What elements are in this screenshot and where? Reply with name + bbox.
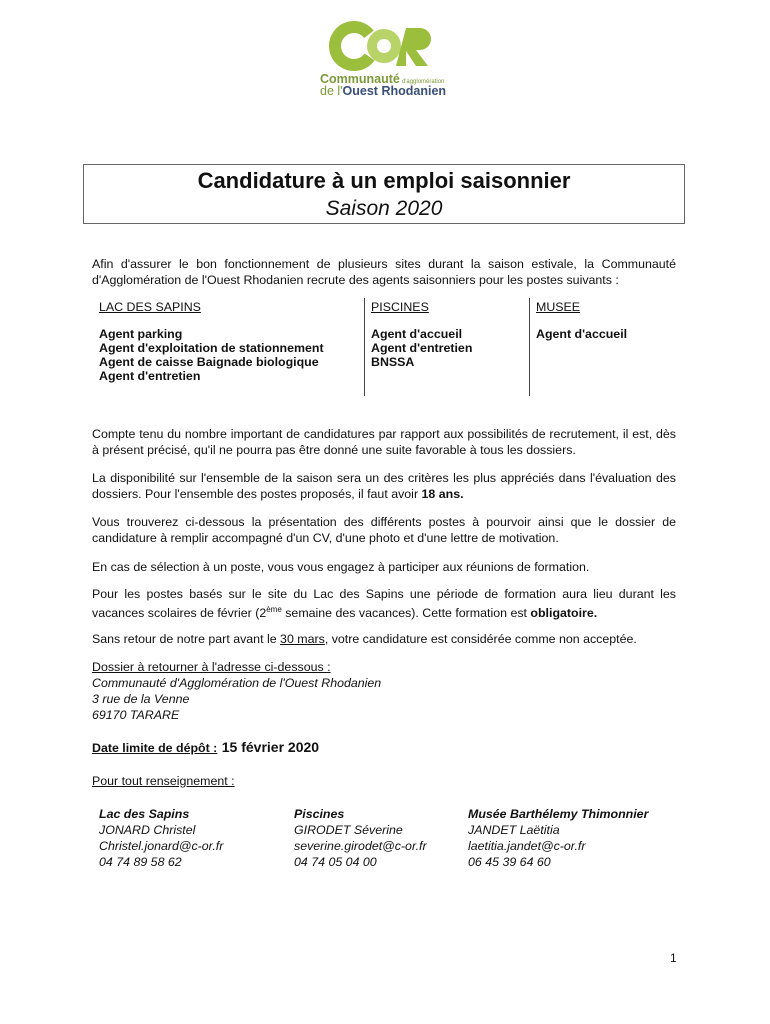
page-subtitle: Saison 2020 (325, 197, 443, 220)
column-divider (364, 298, 365, 396)
info-heading: Pour tout renseignement : (92, 774, 235, 788)
page-title: Candidature à un emploi saisonnier (197, 168, 571, 193)
post-list-musee (536, 327, 627, 341)
deadline-label: Date limite de dépôt : (92, 741, 218, 755)
list-item: Agent d'accueil (371, 327, 463, 341)
email-link[interactable]: Christel.jonard@c-or.fr (99, 839, 224, 853)
logo-text-line1: Communauté d'agglomération (320, 72, 445, 86)
contact-musee: Musée Barthélemy Thimonnier JANDET Laëtitia laetitia.jandet@c-or.fr 06 45 39 64 60 (468, 807, 649, 869)
column-divider (529, 298, 530, 396)
address-line: 3 rue de la Venne (92, 692, 190, 706)
list-item: Agent d'accueil (536, 327, 628, 341)
address-block (92, 659, 676, 723)
site-heading-lac: LAC DES SAPINS (99, 300, 201, 314)
post-list-lac (99, 327, 324, 383)
paragraph-retour: Sans retour de notre part avant le 30 mars, votre candidature est considérée comme non acceptée. (92, 632, 637, 646)
list-item: BNSSA (371, 355, 415, 369)
address-heading: Dossier à retourner à l'adresse ci-dessous : (92, 660, 331, 674)
email-link[interactable]: severine.girodet@c-or.fr (294, 839, 427, 853)
contact-lac: Lac des Sapins JONARD Christel Christel.jonard@c-or.fr 04 74 89 58 62 (99, 807, 224, 869)
list-item: Agent d'entretien (371, 341, 473, 355)
address-line: Communauté d'Agglomération de l'Ouest Rhodanien (92, 676, 382, 690)
paragraph-lac-formation: Pour les postes basés sur le site du Lac des Sapins une période de formation aura lieu durant les vacances scolaires de février (2ème semaine des vacances). Cette formation est obligatoire. (92, 587, 676, 621)
page-number: 1 (670, 951, 677, 965)
list-item: Agent d'entretien (99, 369, 201, 383)
list-item: Agent de caisse Baignade biologique (99, 355, 319, 369)
paragraph-formation: En cas de sélection à un poste, vous vous engagez à participer aux réunions de formation. (92, 560, 590, 574)
site-heading-musee: MUSEE (536, 300, 581, 314)
paragraph-candidatures: Compte tenu du nombre important de candidatures par rapport aux possibilités de recrutement, il est, dès à présent précisé, qu'il ne pourra pas être donné une suite favorable à tous les dossiers. (92, 427, 676, 457)
site-heading-piscines: PISCINES (371, 300, 429, 314)
contact-piscines: Piscines GIRODET Séverine severine.girodet@c-or.fr 04 74 05 04 00 (294, 807, 427, 869)
post-list-piscines (371, 327, 472, 369)
deadline-date: 15 février 2020 (221, 739, 320, 755)
deadline (92, 739, 319, 757)
email-link[interactable]: laetitia.jandet@c-or.fr (468, 839, 586, 853)
address-line: 69170 TARARE (92, 708, 180, 722)
intro-paragraph: Afin d'assurer le bon fonctionnement de plusieurs sites durant la saison estivale, la Communauté d'Agglomération de l'Ouest Rhodanien recrute des agents saisonniers pour les postes suivants : (92, 257, 676, 287)
list-item: Agent parking (99, 327, 183, 341)
logo-text-line2: de l'Ouest Rhodanien (320, 84, 447, 98)
list-item: Agent d'exploitation de stationnement (99, 341, 324, 355)
paragraph-dossier: Vous trouverez ci-dessous la présentation des différents postes à pourvoir ainsi que le dossier de candidature à remplir accompagné d'un CV, d'une photo et d'une lettre de motivation. (92, 515, 676, 545)
paragraph-disponibilite: La disponibilité sur l'ensemble de la saison sera un des critères les plus appréciés dans l'évaluation des dossiers. Pour l'ensemble des postes proposés, il faut avoir 18 ans. (92, 471, 676, 501)
